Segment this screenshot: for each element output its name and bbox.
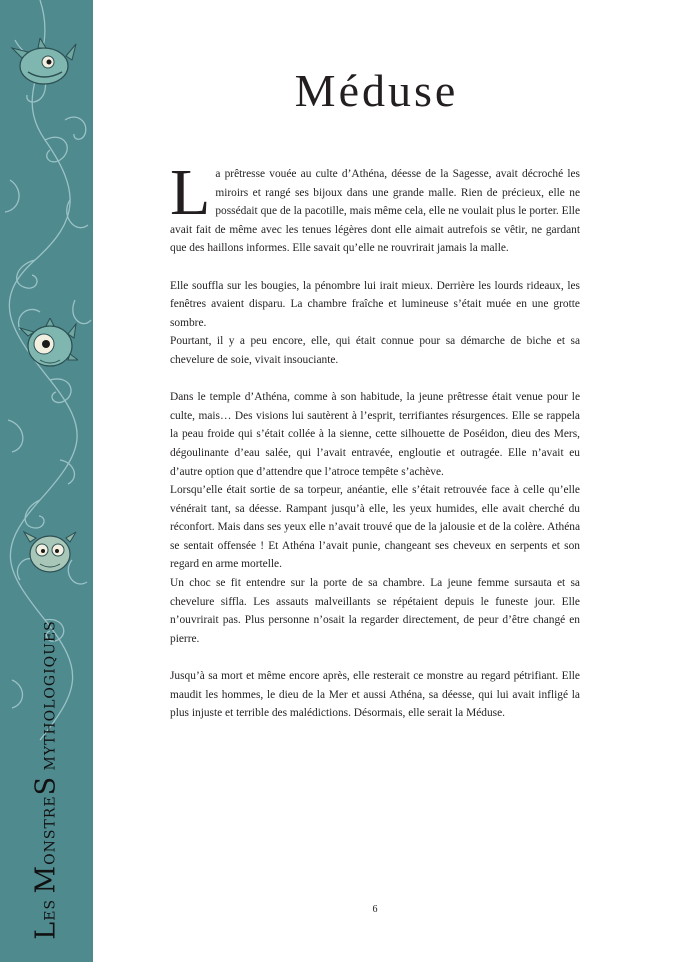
series-title-part: S — [30, 775, 62, 796]
paragraph: Pourtant, il y a peu encore, elle, qui était connue pour sa démarche de biche et sa chevelure de soie, vivait insouciante. — [170, 335, 580, 366]
series-title-part: MYTHOLOGIQUES — [42, 620, 59, 776]
series-title-part: M — [30, 864, 62, 894]
paragraph: Un choc se fit entendre sur la porte de sa chambre. La jeune femme sursauta et sa chevelure siffla. Les assauts malveillants se répétaient depuis le funeste jour. Elle n’ouvrirait pas. Plus personne n’osait la regarder directement, de peur d’être changé en pierre. — [170, 577, 580, 645]
page-title: Méduse — [294, 65, 459, 116]
decorative-sidebar — [0, 0, 93, 962]
story-text — [170, 156, 580, 723]
lower-monster-illustration — [22, 528, 78, 576]
paragraph — [170, 156, 580, 258]
paragraph: Jusqu’à sa mort et même encore après, elle resterait ce monstre au regard pétrifiant. Elle maudit les hommes, le dieu de la Mer et aussi Athéna, sa déesse, qui lui avait infligé la plus injuste et terrible des malédictions. Désormais, elle serait la Méduse. — [170, 670, 580, 720]
page-number: 6 — [372, 904, 378, 915]
top-monster-illustration — [8, 38, 78, 90]
series-title-part: ES — [42, 893, 59, 921]
paragraph-text: a prêtresse vouée au culte d’Athéna, déesse de la Sagesse, avait décroché les miroirs et rangé ses bijoux dans une grande malle. Rien de précieux, elle ne possédait que de la pacotille, mais même cela, elle ne voulait plus le porter. Elle avait fait de même avec les tenues légères dont elle aimait autrefois se vêtir, ne gardant que des haillons informes. Elle savait qu’elle ne rouvrirait jamais la malle. — [170, 168, 580, 255]
middle-monster-illustration — [18, 318, 78, 372]
series-title-part: L — [30, 920, 62, 940]
series-title — [31, 620, 62, 939]
paragraph: Dans le temple d’Athéna, comme à son habitude, la jeune prêtresse était venue pour le culte, mais… Des visions lui sautèrent à l’esprit, terrifiantes résurgences. Elle se rappela la peau froide qui s’était collée à la sienne, cette silhouette de Poséidon, dieu des Mers, dégoulinante d’eau salée, qui l’avait entravée, engloutie et outragée. Elle n’avait eu d’autre option que d’attendre que l’atroce tempête s’achève. — [170, 391, 580, 478]
paragraph: Elle souffla sur les bougies, la pénombre lui irait mieux. Derrière les lourds rideaux, les fenêtres avaient disparu. La chambre fraîche et lumineuse s’était muée en une grotte sombre. — [170, 279, 580, 329]
drop-cap: L — [170, 156, 211, 229]
paragraph: Lorsqu’elle était sortie de sa torpeur, anéantie, elle s’était retrouvée face à celle qu’elle vénérait tant, sa déesse. Rampant jusqu’à elle, les yeux humides, elle avait cherché du réconfort. Mais dans ses yeux elle n’avait trouvé que de la jalousie et de la colère. Athéna se sentait offensée ! Et Athéna l’avait punie, changeant ses cheveux en serpents et son regard en arme mortelle. — [170, 484, 580, 571]
series-title-part: ONSTRE — [42, 795, 59, 865]
